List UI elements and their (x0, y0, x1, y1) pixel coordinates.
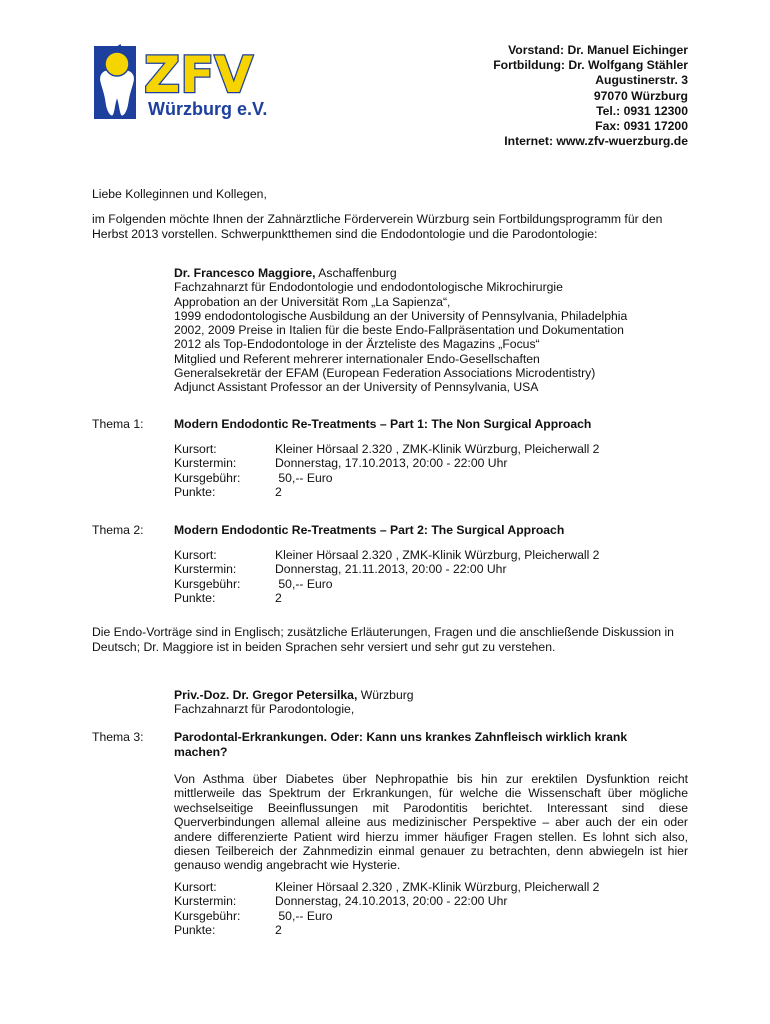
kurstermin-label: Kurstermin: (174, 894, 237, 909)
speaker2-block (174, 688, 689, 717)
thema1-kursgebuehr: 50,-- Euro (275, 470, 333, 485)
punkte-label: Punkte: (174, 484, 216, 499)
language-note: Die Endo-Vorträge sind in Englisch; zusätzliche Erläuterungen, Fragen und die anschließende Diskussion in Deutsch; Dr. Maggiore ist in beiden Sprachen sehr versiert und sehr gut zu verstehen. (92, 625, 674, 655)
speaker1-city: Aschaffenburg (315, 266, 397, 280)
thema3-description: Von Asthma über Diabetes über Nephropathie bis hin zur erektilen Dysfunktion reicht mittlerweile das Spektrum der Erkrankungen, für welche die Wissenschaft über mögliche wechselseitige Beeinflussungen mit Parodontitis berichtet. Interessant sind diese Querverbindungen allemal alleine aus medizinischer Perspektive – aber auch der ein oder andere differenzierte Patient wird hierzu immer häufiger Fragen stellen. Es lohnt sich also, diesen Teilbereich der Zahnmedizin einmal genauer zu betrachten, denn abwiegeln ist hier genauso wendig angebracht wie Hysterie. (174, 772, 688, 873)
thema2-details (174, 548, 674, 605)
kursgebuehr-label: Kursgebühr: (174, 470, 241, 485)
address-line-city: 97070 Würzburg (593, 88, 688, 103)
speaker1-line: Adjunct Assistant Professor an der University of Pennsylvania, USA (174, 380, 539, 395)
address-line-internet: Internet: www.zfv-wuerzburg.de (504, 134, 688, 149)
logo-text: ZFV (144, 46, 254, 104)
kurstermin-label: Kurstermin: (174, 456, 237, 471)
thema3-kursort: Kleiner Hörsaal 2.320 , ZMK-Klinik Würzburg, Pleicherwall 2 (275, 880, 600, 894)
speaker1-name: Dr. Francesco Maggiore, (174, 266, 316, 280)
greeting: Liebe Kolleginnen und Kollegen, (92, 187, 267, 201)
thema1-label: Thema 1: (92, 417, 144, 431)
kursgebuehr-label: Kursgebühr: (174, 576, 241, 591)
thema2-punkte: 2 (275, 590, 282, 605)
speaker1-line: 1999 endodontologische Ausbildung an der University of Pennsylvania, Philadelphia (174, 308, 628, 323)
thema1-kursort: Kleiner Hörsaal 2.320 , ZMK-Klinik Würzburg, Pleicherwall 2 (275, 442, 600, 456)
address-line-fortbildung: Fortbildung: Dr. Wolfgang Stähler (493, 58, 688, 73)
thema3-punkte: 2 (275, 922, 282, 937)
contact-address (493, 43, 688, 149)
logo-subtext: Würzburg e.V. (148, 99, 268, 119)
speaker2-name: Priv.-Doz. Dr. Gregor Petersilka, (174, 688, 358, 702)
kursort-label: Kursort: (174, 548, 217, 562)
zfv-logo (92, 44, 272, 122)
kursort-label: Kursort: (174, 880, 217, 894)
address-line-vorstand: Vorstand: Dr. Manuel Eichinger (508, 43, 688, 57)
thema2-title: Modern Endodontic Re-Treatments – Part 2: The Surgical Approach (174, 523, 565, 537)
thema2-label: Thema 2: (92, 523, 144, 537)
speaker1-line: Generalsekretär der EFAM (European Federation Associations Microdentistry) (174, 366, 596, 381)
thema2-kursgebuehr: 50,-- Euro (275, 576, 333, 591)
speaker1-line: 2002, 2009 Preise in Italien für die beste Endo-Fallpräsentation und Dokumentation (174, 323, 624, 338)
address-line-fax: Fax: 0931 17200 (595, 119, 688, 134)
speaker1-line: Mitglied und Referent mehrerer internationaler Endo-Gesellschaften (174, 351, 540, 366)
kursort-label: Kursort: (174, 442, 217, 456)
speaker2-heading (174, 688, 689, 702)
thema3-kursgebuehr: 50,-- Euro (275, 908, 333, 923)
zfv-logo-graphic (92, 44, 272, 122)
thema3-title: Parodontal-Erkrankungen. Oder: Kann uns krankes Zahnfleisch wirklich krank machen? (174, 730, 628, 760)
speaker1-line: Fachzahnarzt für Endodontologie und endodontologische Mikrochirurgie (174, 280, 563, 295)
speaker1-heading (174, 266, 689, 280)
thema1-punkte: 2 (275, 484, 282, 499)
thema3-label: Thema 3: (92, 730, 144, 744)
speaker2-line: Fachzahnarzt für Parodontologie, (174, 702, 355, 717)
thema3-details (174, 880, 674, 937)
speaker1-block (174, 266, 689, 395)
thema1-kurstermin: Donnerstag, 17.10.2013, 20:00 - 22:00 Uhr (275, 456, 508, 471)
thema3-kurstermin: Donnerstag, 24.10.2013, 20:00 - 22:00 Uhr (275, 894, 508, 909)
thema2-kurstermin: Donnerstag, 21.11.2013, 20:00 - 22:00 Uhr (275, 562, 507, 577)
thema1-title: Modern Endodontic Re-Treatments – Part 1: The Non Surgical Approach (174, 417, 592, 431)
kursgebuehr-label: Kursgebühr: (174, 908, 241, 923)
kurstermin-label: Kurstermin: (174, 562, 237, 577)
speaker1-line: Approbation an der Universität Rom „La Sapienza“, (174, 294, 451, 309)
speaker1-line: 2012 als Top-Endodontologe in der Ärzteliste des Magazins „Focus“ (174, 337, 540, 352)
address-line-tel: Tel.: 0931 12300 (596, 103, 688, 118)
intro-paragraph: im Folgenden möchte Ihnen der Zahnärztliche Förderverein Würzburg sein Fortbildungsprogramm für den Herbst 2013 vorstellen. Schwerpunktthemen sind die Endodontologie und die Parodontologie: (92, 212, 663, 242)
punkte-label: Punkte: (174, 922, 216, 937)
thema2-kursort: Kleiner Hörsaal 2.320 , ZMK-Klinik Würzburg, Pleicherwall 2 (275, 548, 600, 562)
speaker2-city: Würzburg (357, 688, 414, 702)
punkte-label: Punkte: (174, 590, 216, 605)
address-line-street: Augustinerstr. 3 (595, 73, 688, 88)
thema1-details (174, 442, 674, 499)
